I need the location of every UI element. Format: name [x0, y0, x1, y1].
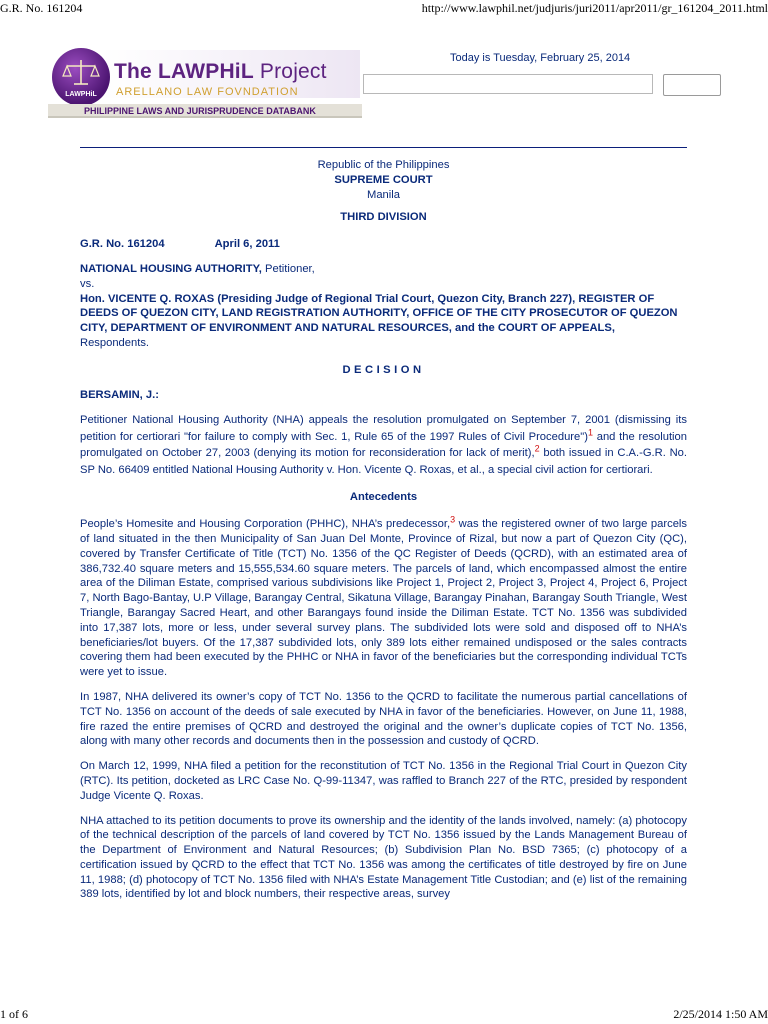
today-date: Today is Tuesday, February 25, 2014 — [450, 52, 631, 64]
petitioner: NATIONAL HOUSING AUTHORITY, Petitioner, — [80, 262, 315, 275]
decision-heading: DECISION — [342, 363, 425, 376]
print-timestamp: 2/25/2014 1:50 AM — [673, 1007, 768, 1021]
gr-date: April 6, 2011 — [214, 238, 280, 251]
paragraph-1: Petitioner National Housing Authority (NHA) appeals the resolution promulgated on September 7, 2001 (dismissing its petition for certiorari "for failure to comply with Sec. 1, Rule 65 of the 1997 Rules of Civil Procedure")$^1$ and the resolution promulgated on October 27, 2003 (denying its motion for reconsideration for lack of merit),$^2$ both issued in C.A.-G.R. No. SP No. 66409 entitled National Housing Authority v. Hon. Vicente Q. Roxas, et al., a special civil action for certiorari. — [80, 414, 687, 476]
republic-line: Republic of the Philippines — [317, 159, 450, 171]
logo-seal-text: LAWPHiL — [65, 91, 97, 98]
ponente: BERSAMIN, J.: — [80, 388, 159, 401]
court-name: SUPREME COURT — [334, 173, 433, 186]
print-footer — [0, 1006, 768, 1022]
search-input[interactable] — [363, 74, 653, 94]
respondents: Hon. VICENTE Q. ROXAS (Presiding Judge of Regional Trial Court, Quezon City, Branch 227), REGISTER OF DEEDS OF QUEZON CITY, LAND REGISTRATION AUTHORITY, OFFICE OF THE CITY PROSECUTOR OF QUEZON CITY, DEPARTMENT OF ENVIRONMENT AND NATURAL RESOURCES, and the COURT OF APPEALS, Respondents. — [80, 292, 678, 349]
print-header — [0, 0, 768, 16]
page-count: 1 of 6 — [0, 1007, 28, 1021]
logo-databank-bar: PHILIPPINE LAWS AND JURISPRUDENCE DATABANK — [48, 104, 362, 118]
print-header-url[interactable]: http://www.lawphil.net/judjuris/juri2011/apr2011/gr_161204_2011.html — [421, 1, 768, 15]
logo-seal-icon — [52, 48, 110, 106]
footnote-1-link[interactable]: 1 — [587, 427, 593, 438]
antecedents-heading: Antecedents — [349, 491, 418, 504]
lawphil-logo[interactable] — [48, 46, 362, 120]
division: THIRD DIVISION — [340, 211, 427, 224]
case-number-line — [80, 237, 687, 252]
footnote-3-link[interactable]: 3 — [450, 514, 456, 525]
court-city: Manila — [367, 188, 400, 201]
decision-document — [80, 158, 687, 902]
paragraph-3: In 1987, NHA delivered its owner’s copy of TCT No. 1356 to the QCRD to facilitate the numerous partial cancellations of TCT No. 1356 on account of the deeds of sale executed by NHA in favor of the beneficiaries. However, on June 11, 1988, fire razed the entire premises of QCRD and destroyed the original and the owner’s duplicate copies of TCT No. 1356, along with many other records and documents then in the possession and custody of QCRD. — [80, 690, 687, 748]
logo-subtitle: ARELLANO LAW FOVNDATION — [116, 86, 299, 98]
logo-title: The LAWPHiL Project — [114, 60, 327, 83]
gr-number: G.R. No. 161204 — [80, 238, 165, 251]
paragraph-4: On March 12, 1999, NHA filed a petition for the reconstitution of TCT No. 1356 in the Regional Trial Court in Quezon City (RTC). Its petition, docketed as LRC Case No. Q-99-11347, was raffled to Branch 227 of the RTC, presided by respondent Judge Vicente Q. Roxas. — [80, 760, 687, 802]
print-header-title: G.R. No. 161204 — [0, 1, 83, 15]
search-button[interactable] — [663, 74, 721, 96]
paragraph-2: People’s Homesite and Housing Corporation (PHHC), NHA’s predecessor,$^3$ was the registered owner of two large parcels of land situated in the then Municipality of San Juan Del Monte, Province of Rizal, but now a part of Quezon City (QC), covered by Transfer Certificate of Title (TCT) No. 1356 of the QC Register of Deeds (QCRD), with an estimated area of 386,732.40 square meters and 15,555,534.60 square meters. The parcels of land, which encompassed almost the entire area of the Diliman Estate, comprised various subdivisions like Project 1, Project 2, Project 3, Project 4, Project 6, Project 7, North Bago-Bantay, U.P Village, Barangay Central, Sikatuna Village, Barangay Pinahan, Barangay South Triangle, West Triangle, Barangay Sacred Heart, and other Barangays found inside the Diliman Estate. TCT No. 1356 was subdivided into 17,387 lots, more or less, under several survey plans. The subdivided lots were sold and disposed off to NHA’s beneficiaries/lot buyers. Of the 17,387 subdivided lots, only 389 lots either remained undisposed or the sales contracts covering them had been executed by the PHHC or NHA in favor of the beneficiaries but the corresponding individual TCTs were yet to issue. — [80, 514, 687, 679]
paragraph-5: NHA attached to its petition documents to prove its ownership and the identity of the lands involved, namely: (a) photocopy of the technical description of the parcels of land covered by TCT No. 1356 issued by the Lands Management Bureau of the Department of Environment and Natural Resources; (b) Subdivision Plan No. BSD 7365; (c) photocopy of a certification issued by QCRD to the effect that TCT No. 1356 was among the certificates of title destroyed by fire on June 11, 1988; (d) photocopy of TCT No. 1356 filed with NHA’s Estate Management Title Custodian; and (e) list of the remaining 389 lots, identified by lot and block numbers, their respective areas, survey — [80, 814, 687, 901]
versus: vs. — [80, 277, 95, 290]
header-divider — [80, 147, 687, 148]
footnote-2-link[interactable]: 2 — [534, 443, 540, 454]
